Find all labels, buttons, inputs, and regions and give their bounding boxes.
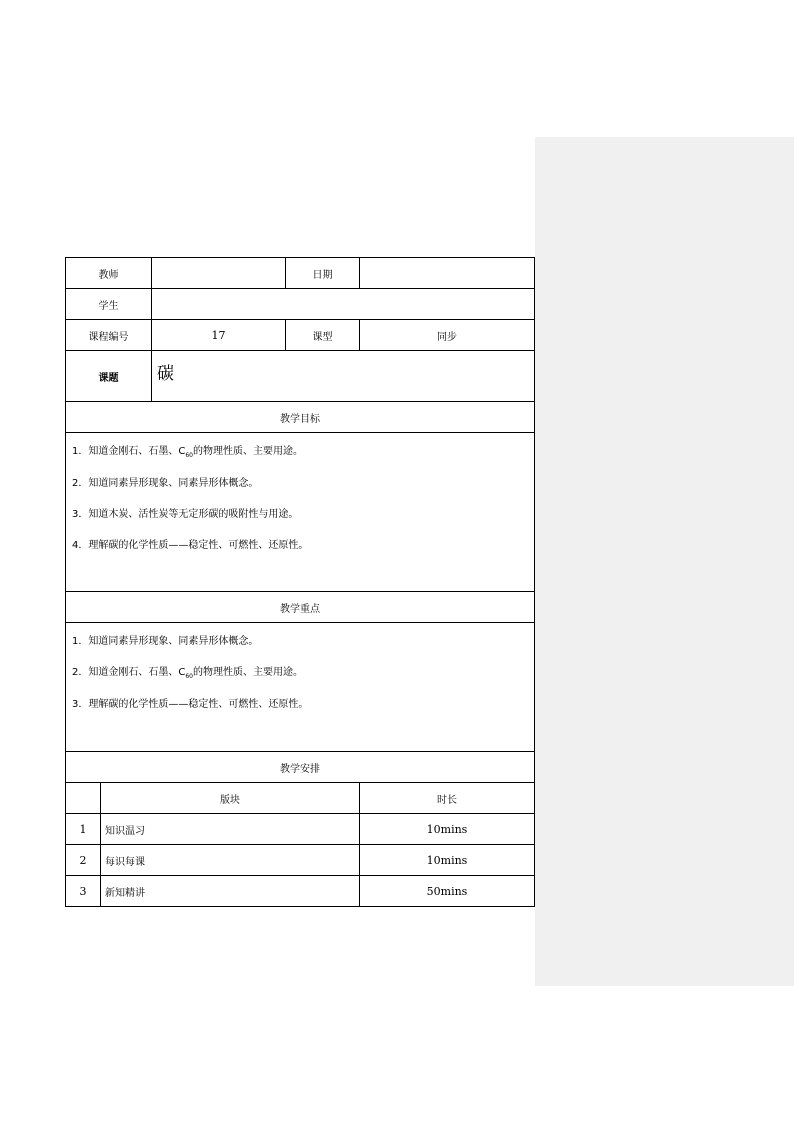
schedule-row-section: 每识每课: [101, 845, 360, 876]
topic-label: 课题: [66, 351, 152, 402]
schedule-row-section: 知识温习: [101, 814, 360, 845]
course-type-value[interactable]: 同步: [360, 320, 535, 351]
date-label: 日期: [286, 258, 360, 289]
key-point-item: 1．知道同素异形现象、同素异形体概念。: [72, 636, 259, 647]
schedule-row-section: 新知精讲: [101, 876, 360, 907]
key-points-heading-row: [66, 592, 535, 623]
teacher-row: [66, 258, 535, 289]
schedule-row-number: 2: [66, 845, 101, 876]
schedule-row-number: 3: [66, 876, 101, 907]
key-points-list: [66, 623, 535, 752]
schedule-row-duration: 50mins: [360, 876, 535, 907]
objective-item: 2．知道同素异形现象、同素异形体概念。: [72, 478, 259, 489]
key-point-item: 2．知道金刚石、石墨、$C_{60}$的物理性质、主要用途。: [72, 667, 303, 680]
student-row: [66, 289, 535, 320]
teacher-value[interactable]: [152, 258, 286, 289]
key-points-heading: 教学重点: [66, 592, 535, 623]
course-number-value[interactable]: 17: [152, 320, 286, 351]
date-value[interactable]: [360, 258, 535, 289]
objectives-heading: 教学目标: [66, 402, 535, 433]
schedule-heading-row: [66, 752, 535, 783]
objective-item: 4．理解碳的化学性质——稳定性、可燃性、还原性。: [72, 540, 309, 551]
schedule-row: [66, 845, 535, 876]
schedule-section-header: 版块: [101, 783, 360, 814]
teacher-label: 教师: [66, 258, 152, 289]
comment-pane: [535, 137, 794, 986]
objectives-row: [66, 433, 535, 592]
student-label: 学生: [66, 289, 152, 320]
schedule-row-number: 1: [66, 814, 101, 845]
objective-item: 1．知道金刚石、石墨、$C_{60}$的物理性质、主要用途。: [72, 446, 303, 459]
schedule-row: [66, 814, 535, 845]
schedule-number-header: [66, 783, 101, 814]
lesson-plan-table: [65, 257, 535, 907]
schedule-row-duration: 10mins: [360, 845, 535, 876]
course-number-label: 课程编号: [66, 320, 152, 351]
course-type-label: 课型: [286, 320, 360, 351]
key-points-row: [66, 623, 535, 752]
objectives-heading-row: [66, 402, 535, 433]
key-point-item: 3．理解碳的化学性质——稳定性、可燃性、还原性。: [72, 699, 309, 710]
schedule-row-duration: 10mins: [360, 814, 535, 845]
objectives-list: [66, 433, 535, 592]
schedule-row: [66, 876, 535, 907]
topic-row: [66, 351, 535, 402]
schedule-header-row: [66, 783, 535, 814]
topic-value[interactable]: 碳: [152, 351, 535, 402]
course-number-row: [66, 320, 535, 351]
student-value[interactable]: [152, 289, 535, 320]
objective-item: 3．知道木炭、活性炭等无定形碳的吸附性与用途。: [72, 509, 299, 520]
schedule-heading: 教学安排: [66, 752, 535, 783]
schedule-duration-header: 时长: [360, 783, 535, 814]
